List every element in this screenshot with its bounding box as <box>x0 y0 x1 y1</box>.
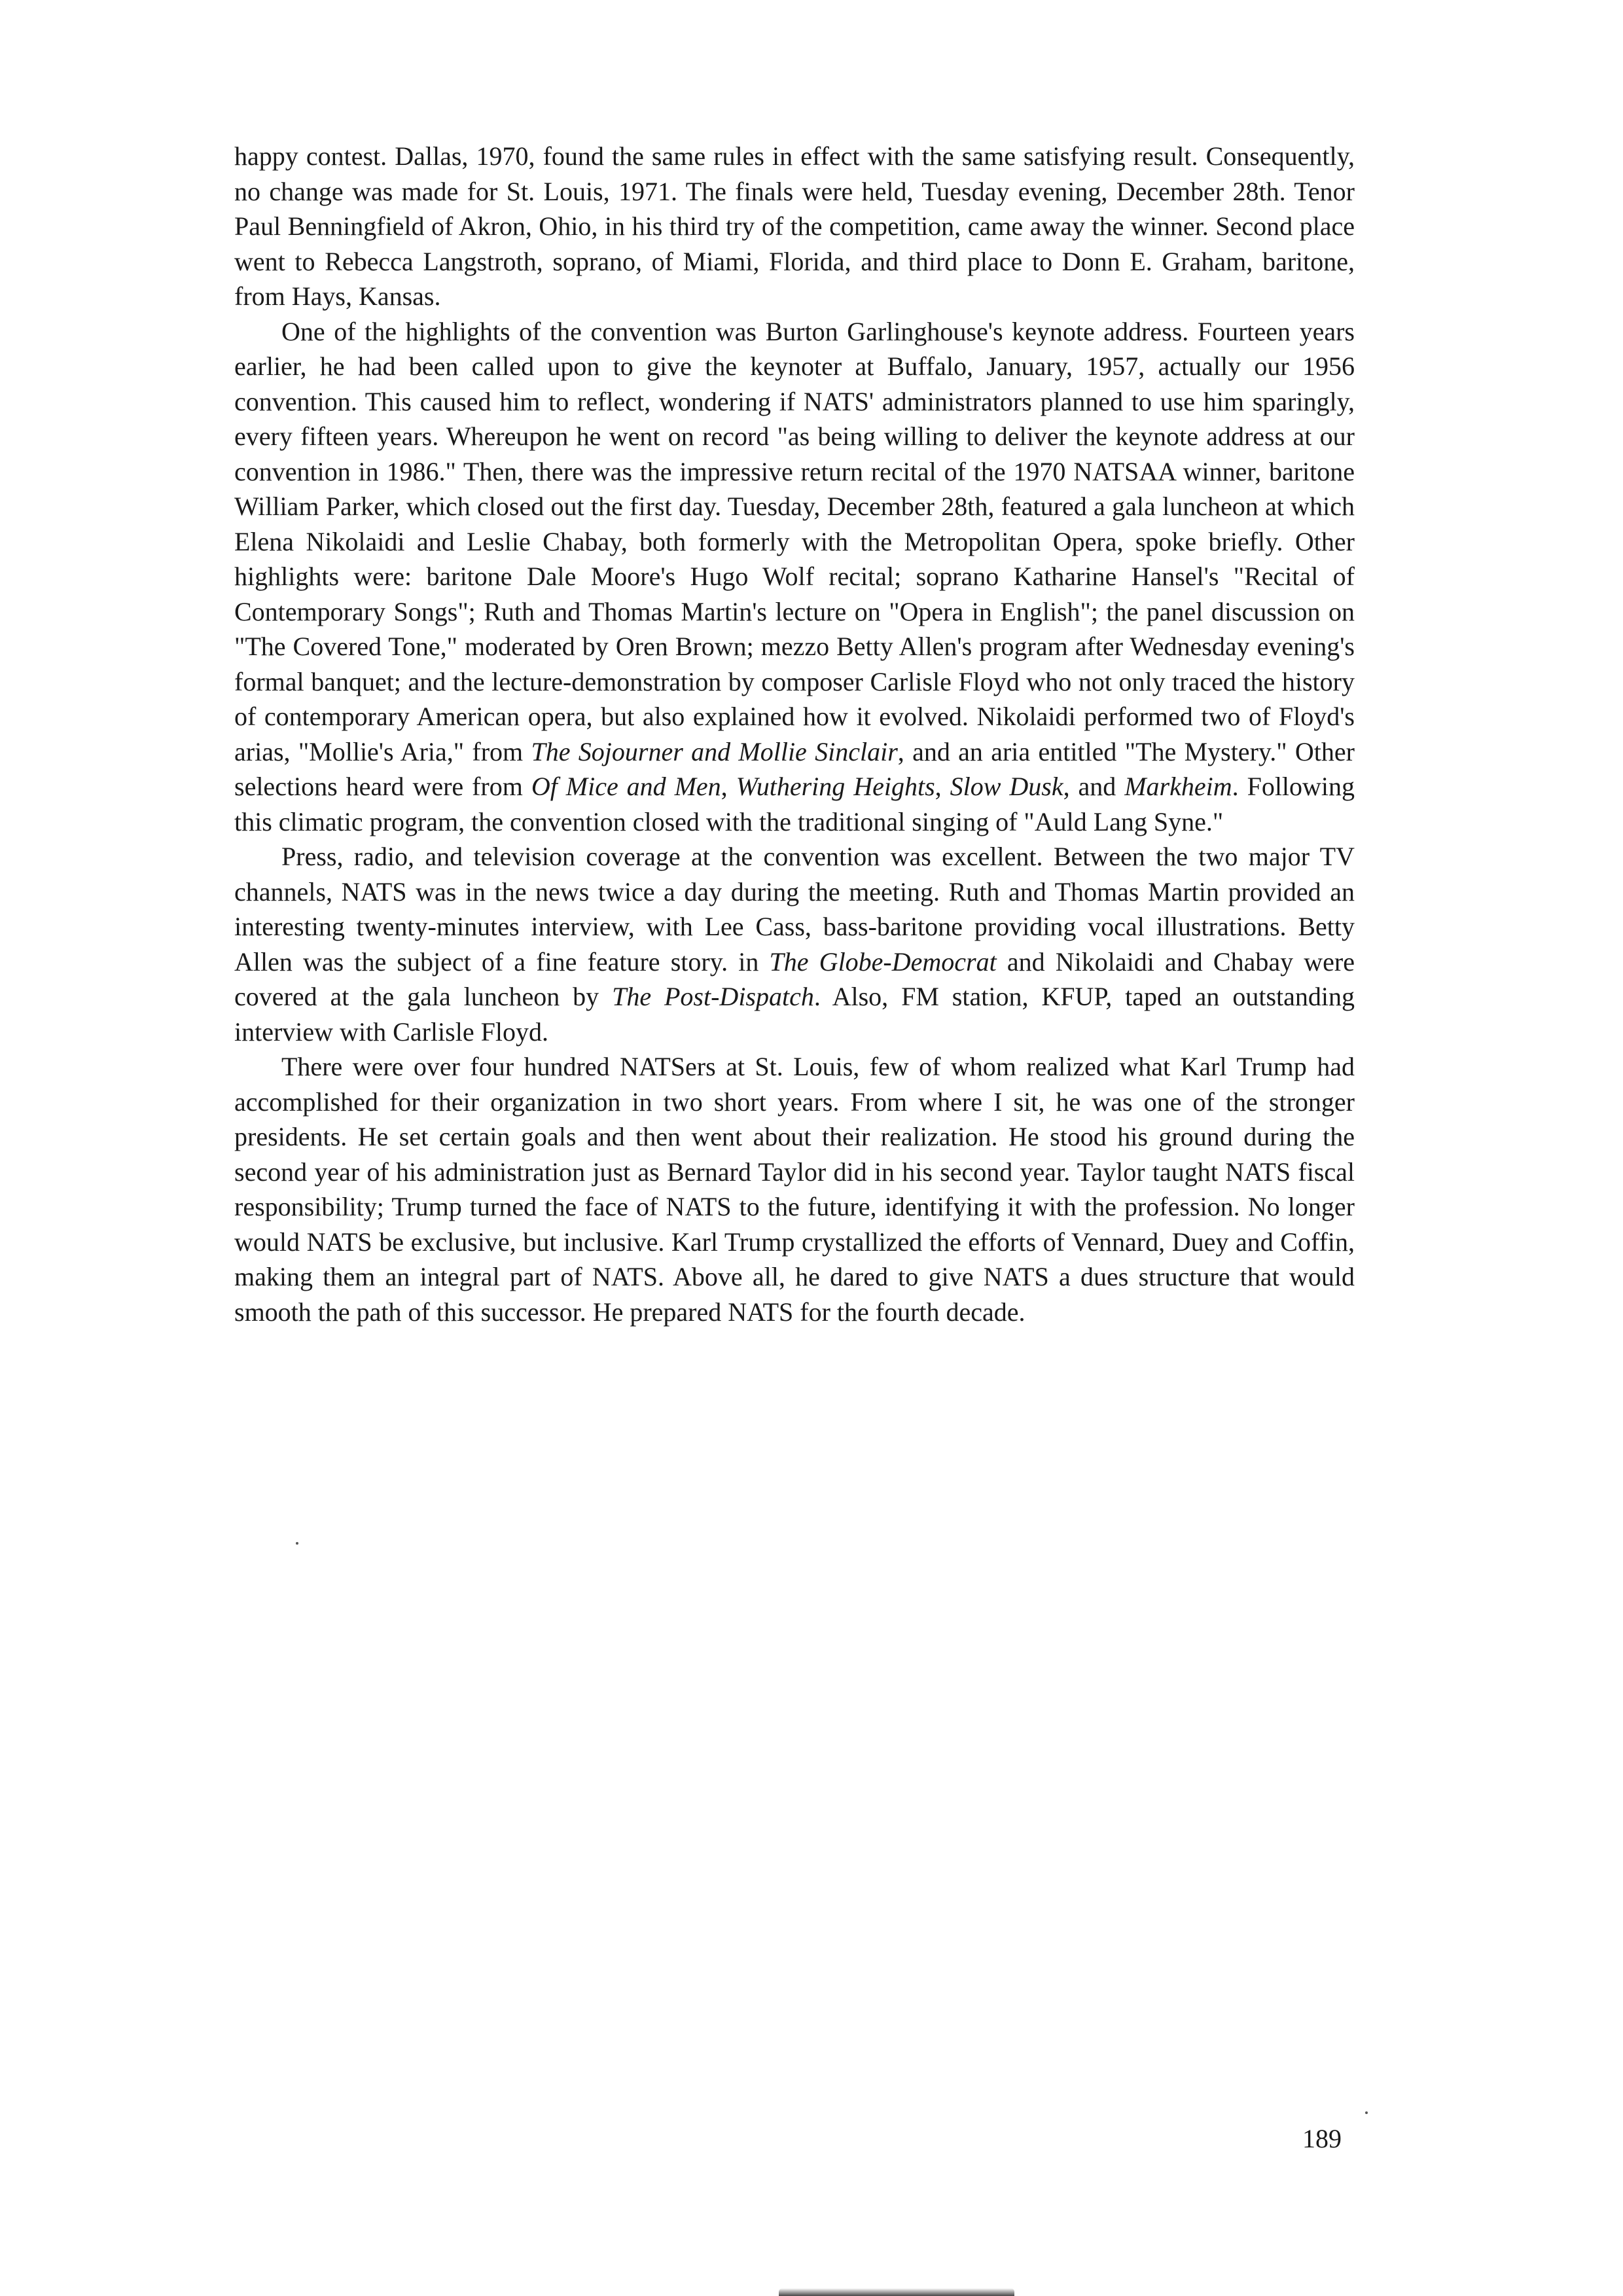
scan-edge-shadow <box>779 2288 1014 2296</box>
paragraph <box>234 139 1355 314</box>
text-run: . Also, FM station, KFUP, taped an outstanding interview with Carlisle Floyd. <box>234 982 1355 1047</box>
text-run: , <box>721 772 736 801</box>
page-number: 189 <box>1302 2124 1342 2153</box>
text-run: There were over four hundred NATSers at St. Louis, few of whom realized what Karl Trump had accomplished for their organization in two short years. From where I sit, he was one of the stronger presidents. He set certain goals and then went about their realization. He stood his ground during the second year of his administration just as Bernard Taylor did in his second year. Taylor taught NATS fiscal responsibility; Trump turned the face of NATS to the future, identifying it with the profession. No longer would NATS be exclusive, but inclusive. Karl Trump crystallized the efforts of Vennard, Duey and Coffin, making them an integral part of NATS. Above all, he dared to give NATS a dues structure that would smooth the path of this successor. He prepared NATS for the fourth decade. <box>234 1052 1355 1327</box>
text-run: , and <box>1063 772 1125 801</box>
scan-speck <box>1365 2111 1368 2114</box>
italic-title: Of Mice and Men <box>531 772 721 801</box>
text-run: . Following this climatic program, the convention closed with the traditional singing of "Auld Lang Syne." <box>234 772 1355 836</box>
body-text <box>234 139 1355 1329</box>
paragraph <box>234 314 1355 840</box>
italic-title: The Globe-Democrat <box>769 946 997 977</box>
text-run: , <box>935 772 950 801</box>
text-run: One of the highlights of the convention was Burton Garlinghouse's keynote address. Fourteen years earlier, he had been called upon to give the keynoter at Buffalo, January, 1957, actually our 1956 convention. This caused him to reflect, wondering if NATS' administrators planned to use him sparingly, every fifteen years. Whereupon he went on record "as being willing to deliver the keynote address at our convention in 1986." Then, there was the impressive return recital of the 1970 NATSAA winner, baritone William Parker, which closed out the first day. Tuesday, December 28th, featured a gala luncheon at which Elena Nikolaidi and Leslie Chabay, both formerly with the Metropolitan Opera, spoke briefly. Other highlights were: baritone Dale Moore's Hugo Wolf recital; soprano Katharine Hansel's "Recital of Contemporary Songs"; Ruth and Thomas Martin's lecture on "Opera in English"; the panel discussion on "The Covered Tone," moderated by Oren Brown; mezzo Betty Allen's program after Wednesday evening's formal banquet; and the lecture-demonstration by composer Carlisle Floyd who not only traced the history of contemporary American opera, but also explained how it evolved. Nikolaidi performed two of Floyd's arias, "Mollie's Aria," from <box>234 316 1355 766</box>
text-run: Press, radio, and television coverage at the convention was excellent. Between the two major TV channels, NATS was in the news twice a day during the meeting. Ruth and Thomas Martin provided an interesting twenty-minutes interview, with Lee Cass, bass-baritone providing vocal illustrations. Betty Allen was the subject of a fine feature story. in <box>234 842 1355 977</box>
text-run: happy contest. Dallas, 1970, found the same rules in effect with the same satisfying result. Consequently, no change was made for St. Louis, 1971. The finals were held, Tuesday evening, December 28th. Tenor Paul Benningfield of Akron, Ohio, in his third try of the competition, came away the winner. Second place went to Rebecca Langstroth, soprano, of Miami, Florida, and third place to Donn E. Graham, baritone, from Hays, Kansas. <box>234 141 1355 311</box>
text-run: , and an aria entitled "The Mystery." Other selections heard were from <box>234 736 1355 801</box>
scan-speck <box>296 1542 298 1545</box>
italic-title: Slow Dusk <box>950 772 1063 801</box>
italic-title: Markheim <box>1124 772 1232 801</box>
paragraph <box>234 1049 1355 1329</box>
text-run: and Nikolaidi and Chabay were covered at the gala luncheon by <box>234 946 1355 1011</box>
italic-title: The Post-Dispatch <box>612 982 814 1011</box>
italic-title: Wuthering Heights <box>736 772 935 801</box>
italic-title: The Sojourner and Mollie Sinclair <box>531 736 898 766</box>
paragraph <box>234 839 1355 1049</box>
